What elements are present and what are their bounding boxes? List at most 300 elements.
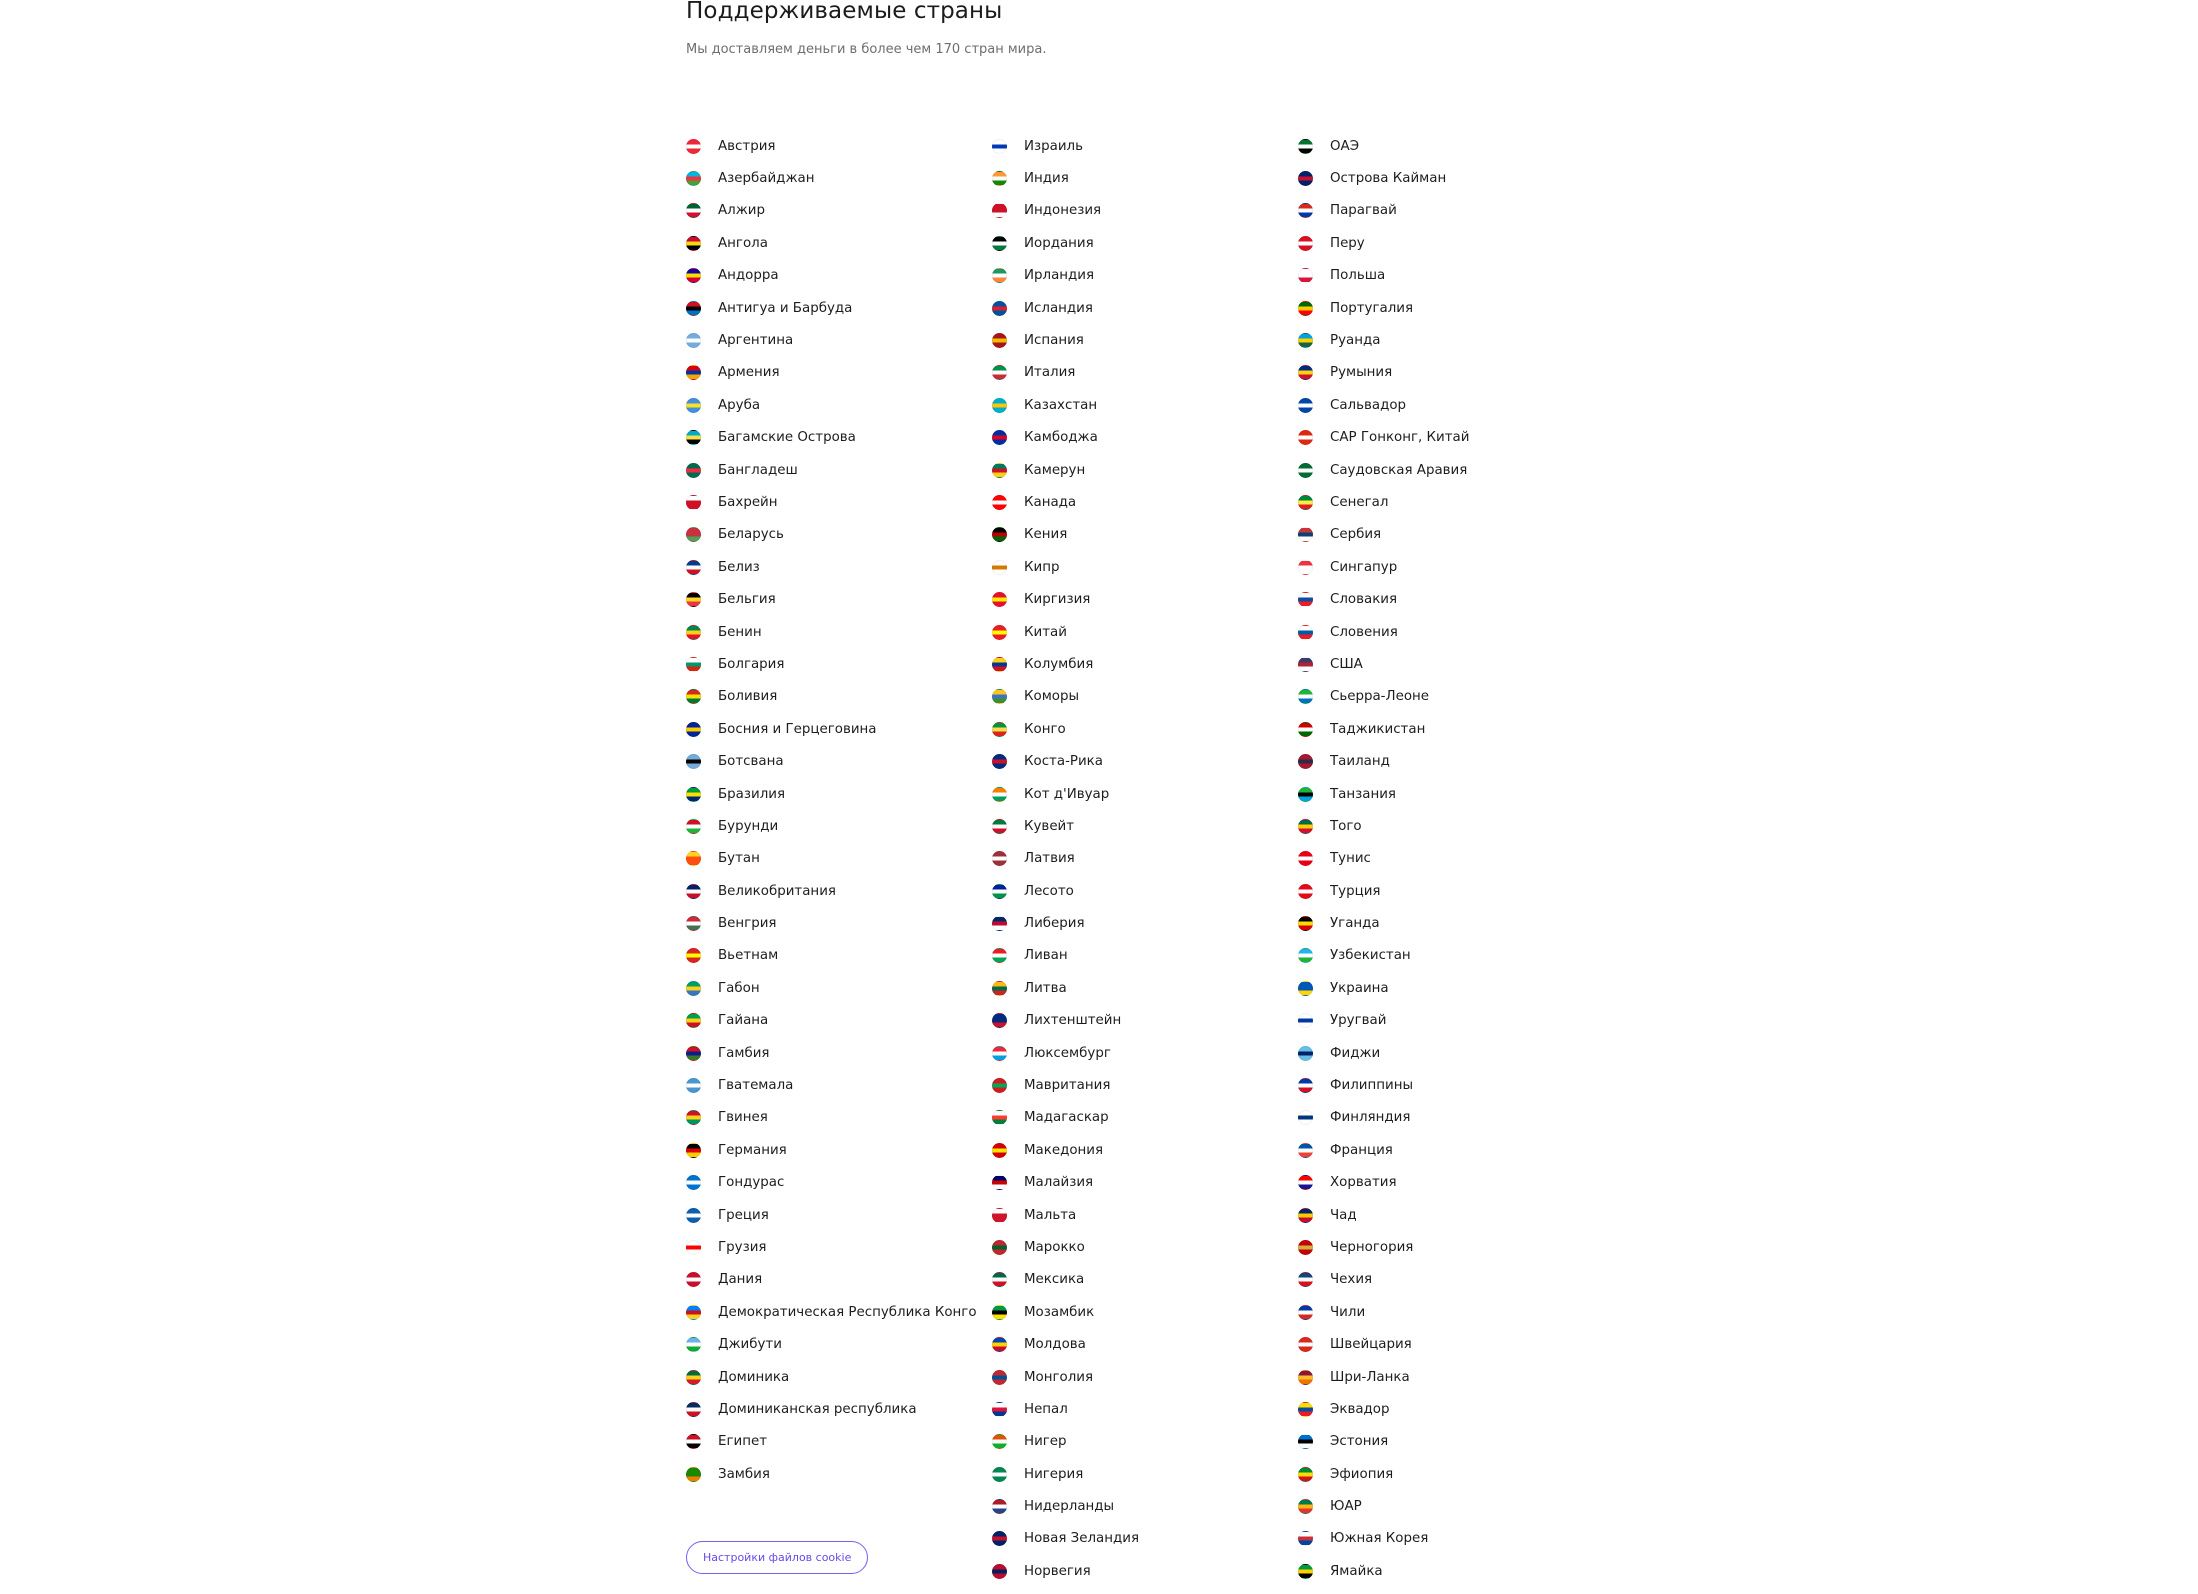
country-item — [1298, 389, 1604, 421]
country-item — [686, 454, 992, 486]
country-item — [992, 907, 1298, 939]
country-item — [686, 940, 992, 972]
flag-icon — [1298, 527, 1313, 542]
country-name: Азербайджан — [718, 171, 815, 187]
country-name: Таджикистан — [1330, 721, 1426, 737]
flag-icon — [686, 1305, 701, 1320]
flag-icon — [1298, 592, 1313, 607]
flag-icon — [686, 884, 701, 899]
country-name: Чехия — [1330, 1272, 1373, 1288]
flag-icon — [686, 203, 701, 218]
country-name: Гватемала — [718, 1078, 794, 1094]
country-name: Тунис — [1330, 851, 1371, 867]
country-name: Гайана — [718, 1013, 769, 1029]
country-name: Молдова — [1024, 1337, 1086, 1353]
country-name: Марокко — [1024, 1239, 1085, 1255]
country-item — [992, 843, 1298, 875]
flag-icon — [992, 1402, 1007, 1417]
flag-icon — [686, 1272, 701, 1287]
country-item — [992, 1555, 1298, 1587]
country-name: Латвия — [1024, 851, 1075, 867]
flag-icon — [992, 1013, 1007, 1028]
country-name: Монголия — [1024, 1369, 1094, 1385]
country-name: Хорватия — [1330, 1175, 1397, 1191]
country-name: Франция — [1330, 1142, 1393, 1158]
country-item — [1298, 292, 1604, 324]
flag-icon — [992, 592, 1007, 607]
country-item — [686, 1167, 992, 1199]
country-item — [686, 389, 992, 421]
country-item — [992, 875, 1298, 907]
flag-icon — [992, 1499, 1007, 1514]
flag-icon — [992, 787, 1007, 802]
country-item — [686, 324, 992, 356]
country-item — [686, 1458, 992, 1490]
country-item — [686, 1134, 992, 1166]
flag-icon — [1298, 430, 1313, 445]
country-name: Таиланд — [1330, 754, 1390, 770]
country-item — [686, 745, 992, 777]
country-item — [686, 1361, 992, 1393]
country-name: Казахстан — [1024, 397, 1098, 413]
country-name: Грузия — [718, 1239, 767, 1255]
country-name: Бразилия — [718, 786, 786, 802]
flag-icon — [1298, 884, 1313, 899]
country-name: Босния и Герцеговина — [718, 721, 877, 737]
country-name: Конго — [1024, 721, 1066, 737]
country-item — [686, 1037, 992, 1069]
country-item — [992, 1199, 1298, 1231]
country-name: Армения — [718, 365, 780, 381]
country-name: Бурунди — [718, 818, 779, 834]
country-name: Лесото — [1024, 883, 1074, 899]
flag-icon — [992, 1078, 1007, 1093]
country-name: Малайзия — [1024, 1175, 1094, 1191]
country-name: Непал — [1024, 1401, 1068, 1417]
country-name: Эфиопия — [1330, 1466, 1394, 1482]
flag-icon — [686, 1370, 701, 1385]
country-item — [686, 1393, 992, 1425]
country-item — [1298, 1393, 1604, 1425]
country-name: Колумбия — [1024, 656, 1094, 672]
country-item — [686, 648, 992, 680]
flag-icon — [686, 463, 701, 478]
country-item — [992, 940, 1298, 972]
country-item — [992, 130, 1298, 162]
country-item — [1298, 486, 1604, 518]
country-name: Турция — [1330, 883, 1381, 899]
flag-icon — [992, 463, 1007, 478]
flag-icon — [1298, 1467, 1313, 1482]
country-name: Австрия — [718, 138, 776, 154]
flag-icon — [686, 625, 701, 640]
flag-icon — [992, 884, 1007, 899]
flag-icon — [686, 722, 701, 737]
country-item — [686, 1296, 992, 1328]
country-item — [992, 713, 1298, 745]
country-item — [686, 1264, 992, 1296]
country-list-column-3 — [1298, 130, 1604, 1588]
flag-icon — [1298, 1175, 1313, 1190]
country-item — [992, 422, 1298, 454]
country-columns — [686, 130, 1604, 1588]
country-item — [686, 810, 992, 842]
flag-icon — [1298, 851, 1313, 866]
country-name: Индонезия — [1024, 203, 1102, 219]
country-name: Бангладеш — [718, 462, 798, 478]
country-name: Италия — [1024, 365, 1076, 381]
country-name: Словакия — [1330, 592, 1398, 608]
country-name: Эстония — [1330, 1434, 1389, 1450]
flag-icon — [686, 1046, 701, 1061]
country-name: Фиджи — [1330, 1045, 1381, 1061]
flag-icon — [1298, 787, 1313, 802]
flag-icon — [686, 754, 701, 769]
country-name: САР Гонконг, Китай — [1330, 430, 1470, 446]
flag-icon — [1298, 1078, 1313, 1093]
country-name: Греция — [718, 1207, 769, 1223]
country-item — [686, 551, 992, 583]
flag-icon — [992, 527, 1007, 542]
country-name: Ирландия — [1024, 268, 1095, 284]
flag-icon — [686, 689, 701, 704]
country-item — [1298, 227, 1604, 259]
flag-icon — [686, 1013, 701, 1028]
country-item — [992, 1361, 1298, 1393]
page-title: Поддерживаемые страны — [686, 0, 1003, 24]
country-name: Перу — [1330, 235, 1365, 251]
country-item — [992, 357, 1298, 389]
country-item — [992, 1264, 1298, 1296]
country-name: Швейцария — [1330, 1337, 1412, 1353]
flag-icon — [1298, 1143, 1313, 1158]
country-name: США — [1330, 656, 1363, 672]
country-item — [686, 907, 992, 939]
country-item — [1298, 778, 1604, 810]
country-item — [686, 195, 992, 227]
country-name: Мадагаскар — [1024, 1110, 1109, 1126]
flag-icon — [1298, 1013, 1313, 1028]
country-name: Португалия — [1330, 300, 1414, 316]
flag-icon — [686, 1110, 701, 1125]
flag-icon — [992, 398, 1007, 413]
country-item — [686, 713, 992, 745]
flag-icon — [1298, 139, 1313, 154]
country-item — [1298, 1458, 1604, 1490]
country-name: Нидерланды — [1024, 1499, 1115, 1515]
flag-icon — [686, 398, 701, 413]
country-name: Кувейт — [1024, 818, 1075, 834]
flag-icon — [1298, 1402, 1313, 1417]
flag-icon — [992, 625, 1007, 640]
country-item — [1298, 551, 1604, 583]
flag-icon — [1298, 495, 1313, 510]
flag-icon — [992, 1467, 1007, 1482]
country-item — [1298, 1328, 1604, 1360]
flag-icon — [686, 981, 701, 996]
flag-icon — [992, 916, 1007, 931]
country-item — [992, 1393, 1298, 1425]
flag-icon — [992, 722, 1007, 737]
flag-icon — [686, 301, 701, 316]
flag-icon — [686, 787, 701, 802]
country-name: Германия — [718, 1142, 787, 1158]
country-item — [1298, 1102, 1604, 1134]
country-item — [992, 1296, 1298, 1328]
country-name: Антигуа и Барбуда — [718, 300, 853, 316]
country-item — [686, 260, 992, 292]
flag-icon — [992, 1337, 1007, 1352]
country-name: Андорра — [718, 268, 779, 284]
flag-icon — [1298, 301, 1313, 316]
country-item — [686, 519, 992, 551]
country-name: Китай — [1024, 624, 1067, 640]
country-name: Бенин — [718, 624, 762, 640]
country-name: Иордания — [1024, 235, 1094, 251]
country-item — [686, 486, 992, 518]
country-name: Ямайка — [1330, 1563, 1383, 1579]
country-item — [1298, 357, 1604, 389]
flag-icon — [686, 916, 701, 931]
country-name: Израиль — [1024, 138, 1083, 154]
country-name: Бутан — [718, 851, 760, 867]
flag-icon — [992, 1208, 1007, 1223]
country-name: Великобритания — [718, 883, 836, 899]
country-item — [1298, 454, 1604, 486]
country-name: Исландия — [1024, 300, 1093, 316]
country-item — [686, 422, 992, 454]
country-name: Словения — [1330, 624, 1398, 640]
country-item — [1298, 1361, 1604, 1393]
country-item — [992, 1134, 1298, 1166]
flag-icon — [686, 365, 701, 380]
flag-icon — [992, 1175, 1007, 1190]
country-item — [686, 1069, 992, 1101]
country-name: Ангола — [718, 235, 768, 251]
country-item — [1298, 1069, 1604, 1101]
country-item — [686, 616, 992, 648]
flag-icon — [992, 1434, 1007, 1449]
country-item — [686, 1231, 992, 1263]
country-item — [992, 260, 1298, 292]
country-item — [1298, 324, 1604, 356]
country-item — [992, 1490, 1298, 1522]
flag-icon — [992, 139, 1007, 154]
country-item — [1298, 907, 1604, 939]
country-name: Боливия — [718, 689, 778, 705]
country-item — [1298, 1523, 1604, 1555]
country-name: Либерия — [1024, 916, 1085, 932]
flag-icon — [1298, 333, 1313, 348]
country-name: Бельгия — [718, 592, 776, 608]
country-name: Того — [1330, 818, 1362, 834]
country-name: Алжир — [718, 203, 765, 219]
country-name: Сальвадор — [1330, 397, 1407, 413]
country-item — [1298, 713, 1604, 745]
country-name: Гвинея — [718, 1110, 768, 1126]
country-item — [992, 162, 1298, 194]
country-item — [686, 875, 992, 907]
country-name: Шри-Ланка — [1330, 1369, 1410, 1385]
country-item — [686, 227, 992, 259]
country-name: Гондурас — [718, 1175, 785, 1191]
flag-icon — [992, 333, 1007, 348]
country-item — [1298, 616, 1604, 648]
page-subtitle: Мы доставляем деньги в более чем 170 стран мира. — [686, 42, 1047, 57]
country-name: Сьерра-Леоне — [1330, 689, 1430, 705]
flag-icon — [992, 301, 1007, 316]
flag-icon — [1298, 916, 1313, 931]
cookie-settings-button[interactable]: Настройки файлов cookie — [686, 1541, 868, 1574]
country-name: Кот д'Ивуар — [1024, 786, 1110, 802]
flag-icon — [686, 171, 701, 186]
country-name: Южная Корея — [1330, 1531, 1429, 1547]
country-item — [992, 551, 1298, 583]
country-name: Чад — [1330, 1207, 1357, 1223]
country-item — [1298, 422, 1604, 454]
country-name: Черногория — [1330, 1239, 1414, 1255]
country-item — [992, 389, 1298, 421]
flag-icon — [992, 1564, 1007, 1579]
country-name: Доминика — [718, 1369, 790, 1385]
country-item — [1298, 745, 1604, 777]
flag-icon — [1298, 981, 1313, 996]
country-name: Багамские Острова — [718, 430, 856, 446]
flag-icon — [992, 1143, 1007, 1158]
flag-icon — [1298, 171, 1313, 186]
flag-icon — [992, 981, 1007, 996]
flag-icon — [686, 268, 701, 283]
country-item — [1298, 972, 1604, 1004]
country-name: Болгария — [718, 656, 785, 672]
flag-icon — [992, 171, 1007, 186]
country-name: Уругвай — [1330, 1013, 1387, 1029]
country-name: Румыния — [1330, 365, 1393, 381]
flag-icon — [992, 560, 1007, 575]
country-item — [1298, 1231, 1604, 1263]
country-item — [1298, 1490, 1604, 1522]
flag-icon — [992, 365, 1007, 380]
flag-icon — [992, 1240, 1007, 1255]
flag-icon — [686, 819, 701, 834]
country-item — [992, 227, 1298, 259]
flag-icon — [1298, 1208, 1313, 1223]
flag-icon — [686, 1402, 701, 1417]
country-name: Нигерия — [1024, 1466, 1084, 1482]
flag-icon — [1298, 365, 1313, 380]
country-name: Мавритания — [1024, 1078, 1111, 1094]
flag-icon — [686, 560, 701, 575]
flag-icon — [1298, 722, 1313, 737]
country-item — [1298, 519, 1604, 551]
flag-icon — [992, 819, 1007, 834]
flag-icon — [686, 657, 701, 672]
flag-icon — [1298, 1434, 1313, 1449]
country-item — [1298, 1005, 1604, 1037]
country-name: Люксембург — [1024, 1045, 1111, 1061]
country-item — [992, 519, 1298, 551]
flag-icon — [992, 657, 1007, 672]
flag-icon — [686, 333, 701, 348]
country-name: Габон — [718, 980, 760, 996]
flag-icon — [686, 1337, 701, 1352]
country-list-column-1 — [686, 130, 992, 1588]
country-item — [992, 1458, 1298, 1490]
country-name: Мексика — [1024, 1272, 1085, 1288]
country-item — [1298, 875, 1604, 907]
flag-icon — [992, 689, 1007, 704]
country-item — [1298, 1264, 1604, 1296]
flag-icon — [686, 1143, 701, 1158]
country-name: Киргизия — [1024, 592, 1091, 608]
country-name: Украина — [1330, 980, 1389, 996]
country-name: Лихтенштейн — [1024, 1013, 1122, 1029]
flag-icon — [992, 268, 1007, 283]
country-item — [992, 324, 1298, 356]
flag-icon — [1298, 398, 1313, 413]
flag-icon — [1298, 1272, 1313, 1287]
flag-icon — [1298, 1046, 1313, 1061]
country-name: Беларусь — [718, 527, 784, 543]
country-name: Гамбия — [718, 1045, 770, 1061]
country-item — [686, 843, 992, 875]
flag-icon — [686, 495, 701, 510]
country-name: Финляндия — [1330, 1110, 1411, 1126]
country-name: Доминиканская республика — [718, 1401, 917, 1417]
country-name: Чили — [1330, 1304, 1366, 1320]
flag-icon — [1298, 1305, 1313, 1320]
country-name: Танзания — [1330, 786, 1396, 802]
flag-icon — [686, 430, 701, 445]
flag-icon — [1298, 754, 1313, 769]
flag-icon — [686, 236, 701, 251]
country-item — [1298, 1426, 1604, 1458]
country-name: Коморы — [1024, 689, 1080, 705]
country-name: Джибути — [718, 1337, 782, 1353]
country-item — [686, 162, 992, 194]
country-name: Парагвай — [1330, 203, 1397, 219]
country-item — [686, 292, 992, 324]
country-name: Вьетнам — [718, 948, 779, 964]
country-item — [992, 1426, 1298, 1458]
country-item — [992, 681, 1298, 713]
flag-icon — [1298, 1110, 1313, 1125]
flag-icon — [1298, 1564, 1313, 1579]
country-name: Филиппины — [1330, 1078, 1414, 1094]
country-item — [992, 1102, 1298, 1134]
country-name: Новая Зеландия — [1024, 1531, 1140, 1547]
flag-icon — [992, 1272, 1007, 1287]
flag-icon — [1298, 689, 1313, 704]
flag-icon — [686, 592, 701, 607]
country-item — [992, 778, 1298, 810]
country-name: Венгрия — [718, 916, 777, 932]
flag-icon — [992, 1305, 1007, 1320]
country-item — [992, 1523, 1298, 1555]
country-item — [992, 1037, 1298, 1069]
flag-icon — [686, 948, 701, 963]
country-name: Бахрейн — [718, 494, 778, 510]
country-name: Уганда — [1330, 916, 1380, 932]
country-item — [992, 195, 1298, 227]
flag-icon — [1298, 1370, 1313, 1385]
flag-icon — [686, 1208, 701, 1223]
country-name: Камбоджа — [1024, 430, 1098, 446]
country-item — [1298, 1296, 1604, 1328]
flag-icon — [992, 1046, 1007, 1061]
country-name: Белиз — [718, 559, 760, 575]
country-item — [686, 1328, 992, 1360]
